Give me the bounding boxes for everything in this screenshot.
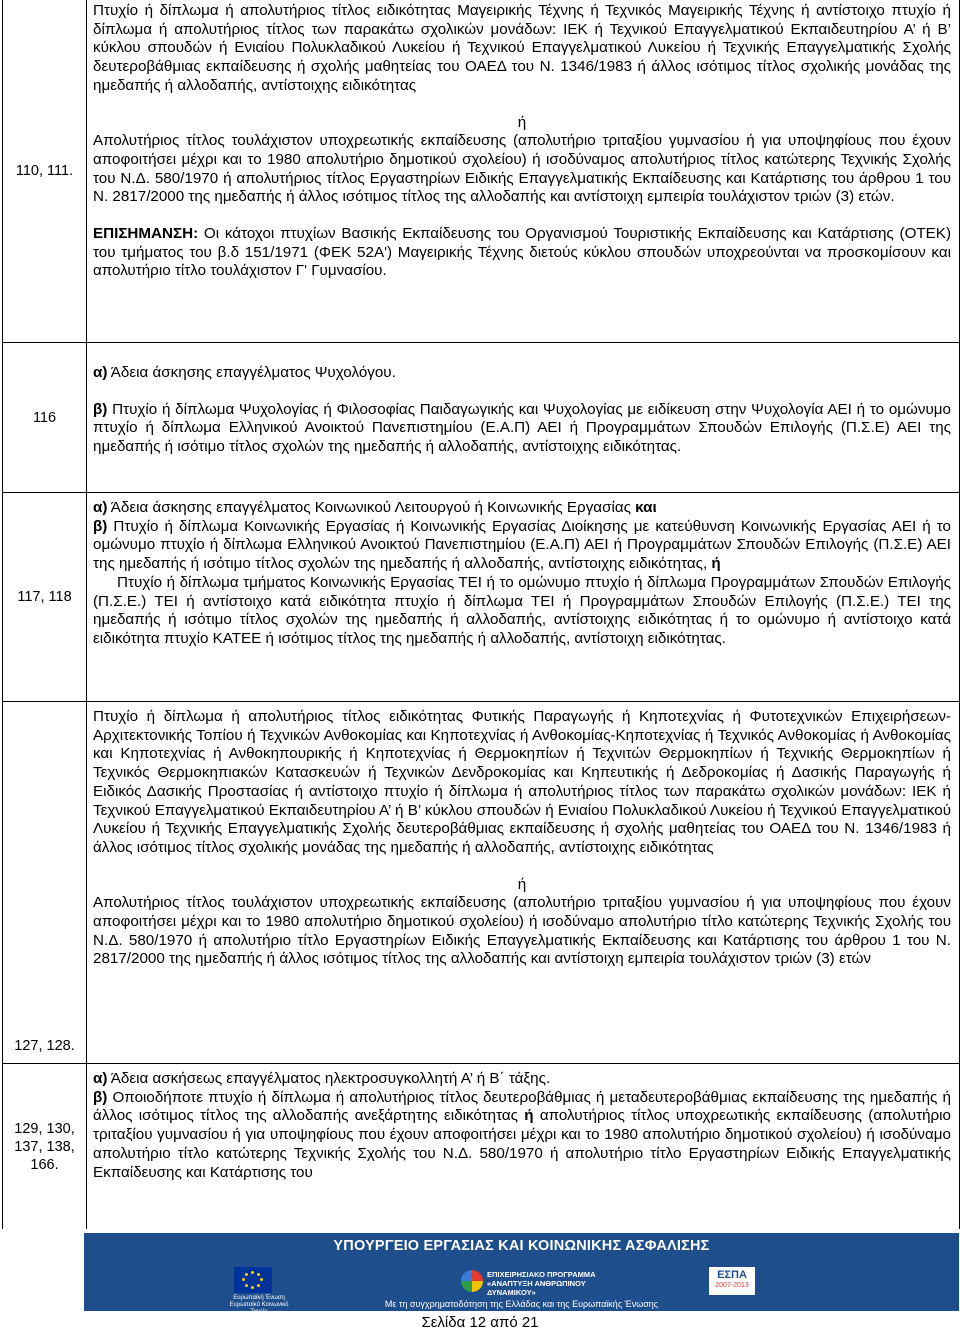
- item-a: [93, 1070, 951, 1089]
- qualification-text: Πτυχίο ή δίπλωμα ή απολυτήριος τίτλος ειδικότητας Μαγειρικής Τέχνης ή Τεχνικός Μαγειρικής Τέχνης ή αντίστοιχο πτυχίο ή δίπλωμα ή απολυτήριος τίτλος των παρακάτω σχολικών μονάδων: ΙΕΚ ή Τεχνικού Επαγγελματικού Εκπαιδευτηρίου Α’ ή Β’ κύκλου σπουδών ή Ενιαίου Πολυκλαδικού Λυκείου ή Τεχνικού Επαγγελματικού Λυκείου ή Τεχνικής Επαγγελματικής Σχολής δευτεροβάθμιας εκπαίδευσης ή σχολής μαθητείας του ΟΑΕΔ του Ν. 1346/1983 ή άλλος ισότιμος τίτλος σχολικής μονάδας της ημεδαπής ή αλλοδαπής, αντίστοιχης ειδικότητας: [93, 2, 951, 94]
- note-paragraph: [93, 225, 951, 281]
- item-b-text: Οποιοδήποτε πτυχίο ή δίπλωμα ή απολυτήριος τίτλος δευτεροβάθμιας ή μεταδευτεροβάθμιας εκπαίδευσης της ημεδαπής ή άλλος ισότιμος τίτλος της αλλοδαπής ανεξάρτητης ειδικότητας: [93, 1088, 951, 1125]
- note-label: ΕΠΙΣΗΜΑΝΣΗ:: [93, 225, 199, 243]
- item-a-text: Άδεια άσκησης επαγγέλματος Ψυχολόγου.: [107, 364, 396, 381]
- item-b-text: Πτυχίο ή δίπλωμα Ψυχολογίας ή Φιλοσοφίας Παιδαγωγικής και Ψυχολογίας με ειδίκευση στην Ψυχολογία ΑΕΙ ή το ομώνυμο πτυχίο ή δίπλωμα Ελληνικού Ανοικτού Πανεπιστημίου (Ε.Α.Π) ΑΕΙ ή Προγραμμάτων Σπουδών Επιλογής (Π.Σ.Ε) ΑΕΙ της ημεδαπής ή ισότιμο τίτλος σχολών της ημεδαπής ή αλλοδαπής, αντίστοιχης ειδικότητας.: [93, 400, 951, 456]
- page-number: Σελίδα 12 από 21: [421, 1314, 539, 1331]
- or-separator: ή: [517, 875, 527, 893]
- qualification-text: Απολυτήριος τίτλος τουλάχιστον υποχρεωτικής εκπαίδευσης (απολυτήριο τριταξίου γυμνασίου ή για υποψηφίους που έχουν αποφοιτήσει μέχρι και το 1980 απολυτήριο δημοτικού σχολείου) ή ισοδύναμος απολυτήριος τίτλος κατώτερης Τεχνικής Σχολής του Ν.Δ. 580/1970 ή απολυτήριος τίτλος Εργαστηρίων Ειδικής Επαγγελματικής Εκπαίδευσης και Κατάρτισης του άρθρου 1 του Ν. 2817/2000 της ημεδαπής ή άλλος ισότιμος τίτλος της αλλοδαπής και αντίστοιχη εμπειρία τουλάχιστον τριών (3) ετών.: [93, 132, 951, 206]
- espa-logo: [709, 1267, 755, 1295]
- eu-flag-icon: [234, 1267, 272, 1293]
- row-number: 110, 111.: [3, 0, 87, 342]
- item-a-label: α): [93, 1070, 108, 1087]
- table-row: [2, 493, 960, 702]
- table-row: [2, 343, 960, 493]
- programme-text: ΕΠΙΧΕΙΡΗΣΙΑΚΟ ΠΡΟΓΡΑΜΜΑ «ΑΝΑΠΤΥΞΗ ΑΝΘΡΩΠΙΝΟΥ ΔΥΝΑΜΙΚΟΥ»: [487, 1270, 596, 1297]
- row-content: [87, 702, 959, 1063]
- item-b: [93, 401, 951, 457]
- or-separator: ή: [711, 555, 721, 573]
- note-text: Οι κάτοχοι πτυχίων Βασικής Εκπαίδευσης του Οργανισμού Τουριστικής Εκπαίδευσης και Κατάρτισης (ΟΤΕΚ) του τμήματος του β.δ 151/1971 (ΦΕΚ 52Α') Μαγειρικής Τέχνης διετούς κύκλου σπουδών υποχρεούνται να προσκομίσουν και απολυτήριο τίτλο τουλάχιστον Γ' Γυμνασίου.: [93, 225, 951, 280]
- espa-years: 2007-2013: [715, 1282, 749, 1289]
- programme-logo-icon: [461, 1270, 483, 1292]
- item-b: [93, 1089, 951, 1183]
- eu-caption: Ευρωπαϊκή Ένωση Ευρωπαϊκό Κοινωνικό Ταμείο: [229, 1295, 289, 1315]
- row-number: 127, 128.: [3, 702, 87, 1063]
- item-b-label: β): [93, 400, 108, 418]
- row-content: [87, 0, 959, 342]
- requirements-table: [2, 0, 960, 1229]
- cofinance-text: Με τη συγχρηματοδότηση της Ελλάδας και της Ευρωπαϊκής Ένωσης: [384, 1299, 659, 1309]
- item-a-text: Άδεια ασκήσεως επαγγέλματος ηλεκτροσυγκολλητή Α’ ή Β΄ τάξης.: [107, 1070, 551, 1087]
- row-content: [87, 493, 959, 701]
- item-b-label: β): [93, 517, 108, 535]
- row-number: 129, 130, 137, 138, 166.: [3, 1064, 87, 1229]
- item-b: [93, 518, 951, 649]
- table-row: [2, 702, 960, 1064]
- ministry-title: ΥΠΟΥΡΓΕΙΟ ΕΡΓΑΣΙΑΣ ΚΑΙ ΚΟΙΝΩΝΙΚΗΣ ΑΣΦΑΛΙΣΗΣ: [333, 1238, 710, 1254]
- item-a-label: α): [93, 499, 108, 516]
- item-a-text: Άδεια άσκησης επαγγέλματος Κοινωνικού Λειτουργού ή Κοινωνικής Εργασίας: [107, 499, 636, 516]
- item-b-text-2: απολυτήριος τίτλος υποχρεωτικής εκπαίδευσης (απολυτήριο τριταξίου γυμνασίου ή για υποψηφίους που έχουν αποφοιτήσει μέχρι και το 1980 απολυτήριο δημοτικού σχολείου) ή ισοδύναμο απολυτήριο τίτλο κατώτερης Τεχνικής Σχολής του Ν.Δ. 580/1970 ή απολυτήριο τίτλο Εργαστηρίων Ειδικής Επαγγελματικής Εκπαίδευσης και Κατάρτισης του: [93, 1107, 951, 1181]
- item-a-label: α): [93, 364, 108, 381]
- item-b-text: Πτυχίο ή δίπλωμα Κοινωνικής Εργασίας ή Κοινωνικής Εργασίας Διοίκησης με κατεύθυνση Κοινωνικής Εργασίας ΑΕΙ ή το ομώνυμο πτυχίο ή δίπλωμα Ελληνικού Ανοικτού Πανεπιστημίου (Ε.Α.Π) ΑΕΙ ή Προγραμμάτων Σπουδών Επιλογής (Π.Σ.Ε) ΑΕΙ της ημεδαπής ή ισότιμο τίτλος σχολών της ημεδαπής ή αλλοδαπής, αντίστοιχης ειδικότητας,: [93, 517, 951, 573]
- row-content: [87, 1064, 959, 1229]
- table-row: [2, 0, 960, 343]
- item-b-text-2: Πτυχίο ή δίπλωμα τμήματος Κοινωνικής Εργασίας ΤΕΙ ή το ομώνυμο πτυχίο ή δίπλωμα Προγραμμάτων Σπουδών Επιλογής (Π.Σ.Ε.) ΤΕΙ ή αντίστοιχο κατά ειδικότητα πτυχίο ή δίπλωμα ΤΕΙ ή Προγραμμάτων Σπουδών Επιλογής (Π.Σ.Ε.) ΤΕΙ της ημεδαπής ή ισότιμο τίτλος σχολών της ημεδαπής ή αλλοδαπής, αντίστοιχης ειδικότητας ή το ομώνυμο ή αντίστοιχο κατά ειδικότητα πτυχίο ΚΑΤΕΕ ή ισότιμος τίτλος της ημεδαπής ή αλλοδαπής, αντίστοιχη ειδικότητας.: [93, 573, 951, 647]
- and-word: και: [635, 499, 657, 516]
- ministry-banner: [84, 1233, 959, 1315]
- row-number: 116: [3, 343, 87, 492]
- or-separator: ή: [524, 1107, 534, 1125]
- qualification-text: Απολυτήριος τίτλος τουλάχιστον υποχρεωτικής εκπαίδευσης (απολυτήριο τριταξίου γυμνασίου ή για υποψηφίους που έχουν αποφοιτήσει μέχρι και το 1980 απολυτήριο δημοτικού σχολείου) ή ισοδύναμο απολυτήριο τίτλο κατώτερης Τεχνικής Σχολής του Ν.Δ. 580/1970 ή απολυτήριο τίτλο Εργαστηρίων Ειδικής Επαγγελματικής Εκπαίδευσης και Κατάρτισης του άρθρου 1 του Ν. 2817/2000 της ημεδαπής ή άλλος ισότιμος τίτλος της αλλοδαπής και αντίστοιχη εμπειρία τουλάχιστον τριών (3) ετών: [93, 894, 951, 968]
- item-a: [93, 499, 951, 518]
- table-row: [2, 1064, 960, 1229]
- qualification-text: Πτυχίο ή δίπλωμα ή απολυτήριος τίτλος ειδικότητας Φυτικής Παραγωγής ή Κηποτεχνίας ή Φυτοτεχνικών Επιχειρήσεων- Αρχιτεκτονικής Τοπίου ή Τεχνικών Ανθοκομίας και Κηποτεχνίας ή Ανθοκομίας-Κηποτεχνίας ή Τεχνικός Ανθοκομίας ή Ανθοκομίας και Κηποτεχνίας ή Ανθοκηπουρικής ή Κηποτεχνίας ή Θερμοκηπίων ή Τεχνιτών Θερμοκηπίων ή Τεχνικής Θερμοκηπίων ή Τεχνικός Θερμοκηπιακών Κατασκευών ή Τεχνικών Δενδροκομίας και Κηπευτικής ή Δεδροκομίας ή Δασικής Παραγωγής ή Ειδικός Δασικής Προστασίας ή αντίστοιχο πτυχίο ή δίπλωμα ή απολυτήριος τίτλος των παρακάτω σχολικών μονάδων: ΙΕΚ ή Τεχνικού Επαγγελματικού Εκπαιδευτηρίου Α’ ή Β’ κύκλου σπουδών ή Ενιαίου Πολυκλαδικού Λυκείου ή Τεχνικού Επαγγελματικού Λυκείου ή Τεχνικής Επαγγελματικής Σχολής δευτεροβάθμιας εκπαίδευσης ή σχολής μαθητείας του ΟΑΕΔ του Ν. 1346/1983 ή άλλος ισότιμος τίτλος σχολικής μονάδας της ημεδαπής ή αλλοδαπής, αντίστοιχης ειδικότητας: [93, 708, 951, 856]
- or-separator: ή: [517, 113, 527, 131]
- espa-word: ΕΣΠΑ: [717, 1269, 747, 1281]
- item-b-label: β): [93, 1088, 108, 1106]
- row-content: [87, 343, 959, 492]
- row-number: 117, 118: [3, 493, 87, 701]
- item-a: [93, 364, 951, 383]
